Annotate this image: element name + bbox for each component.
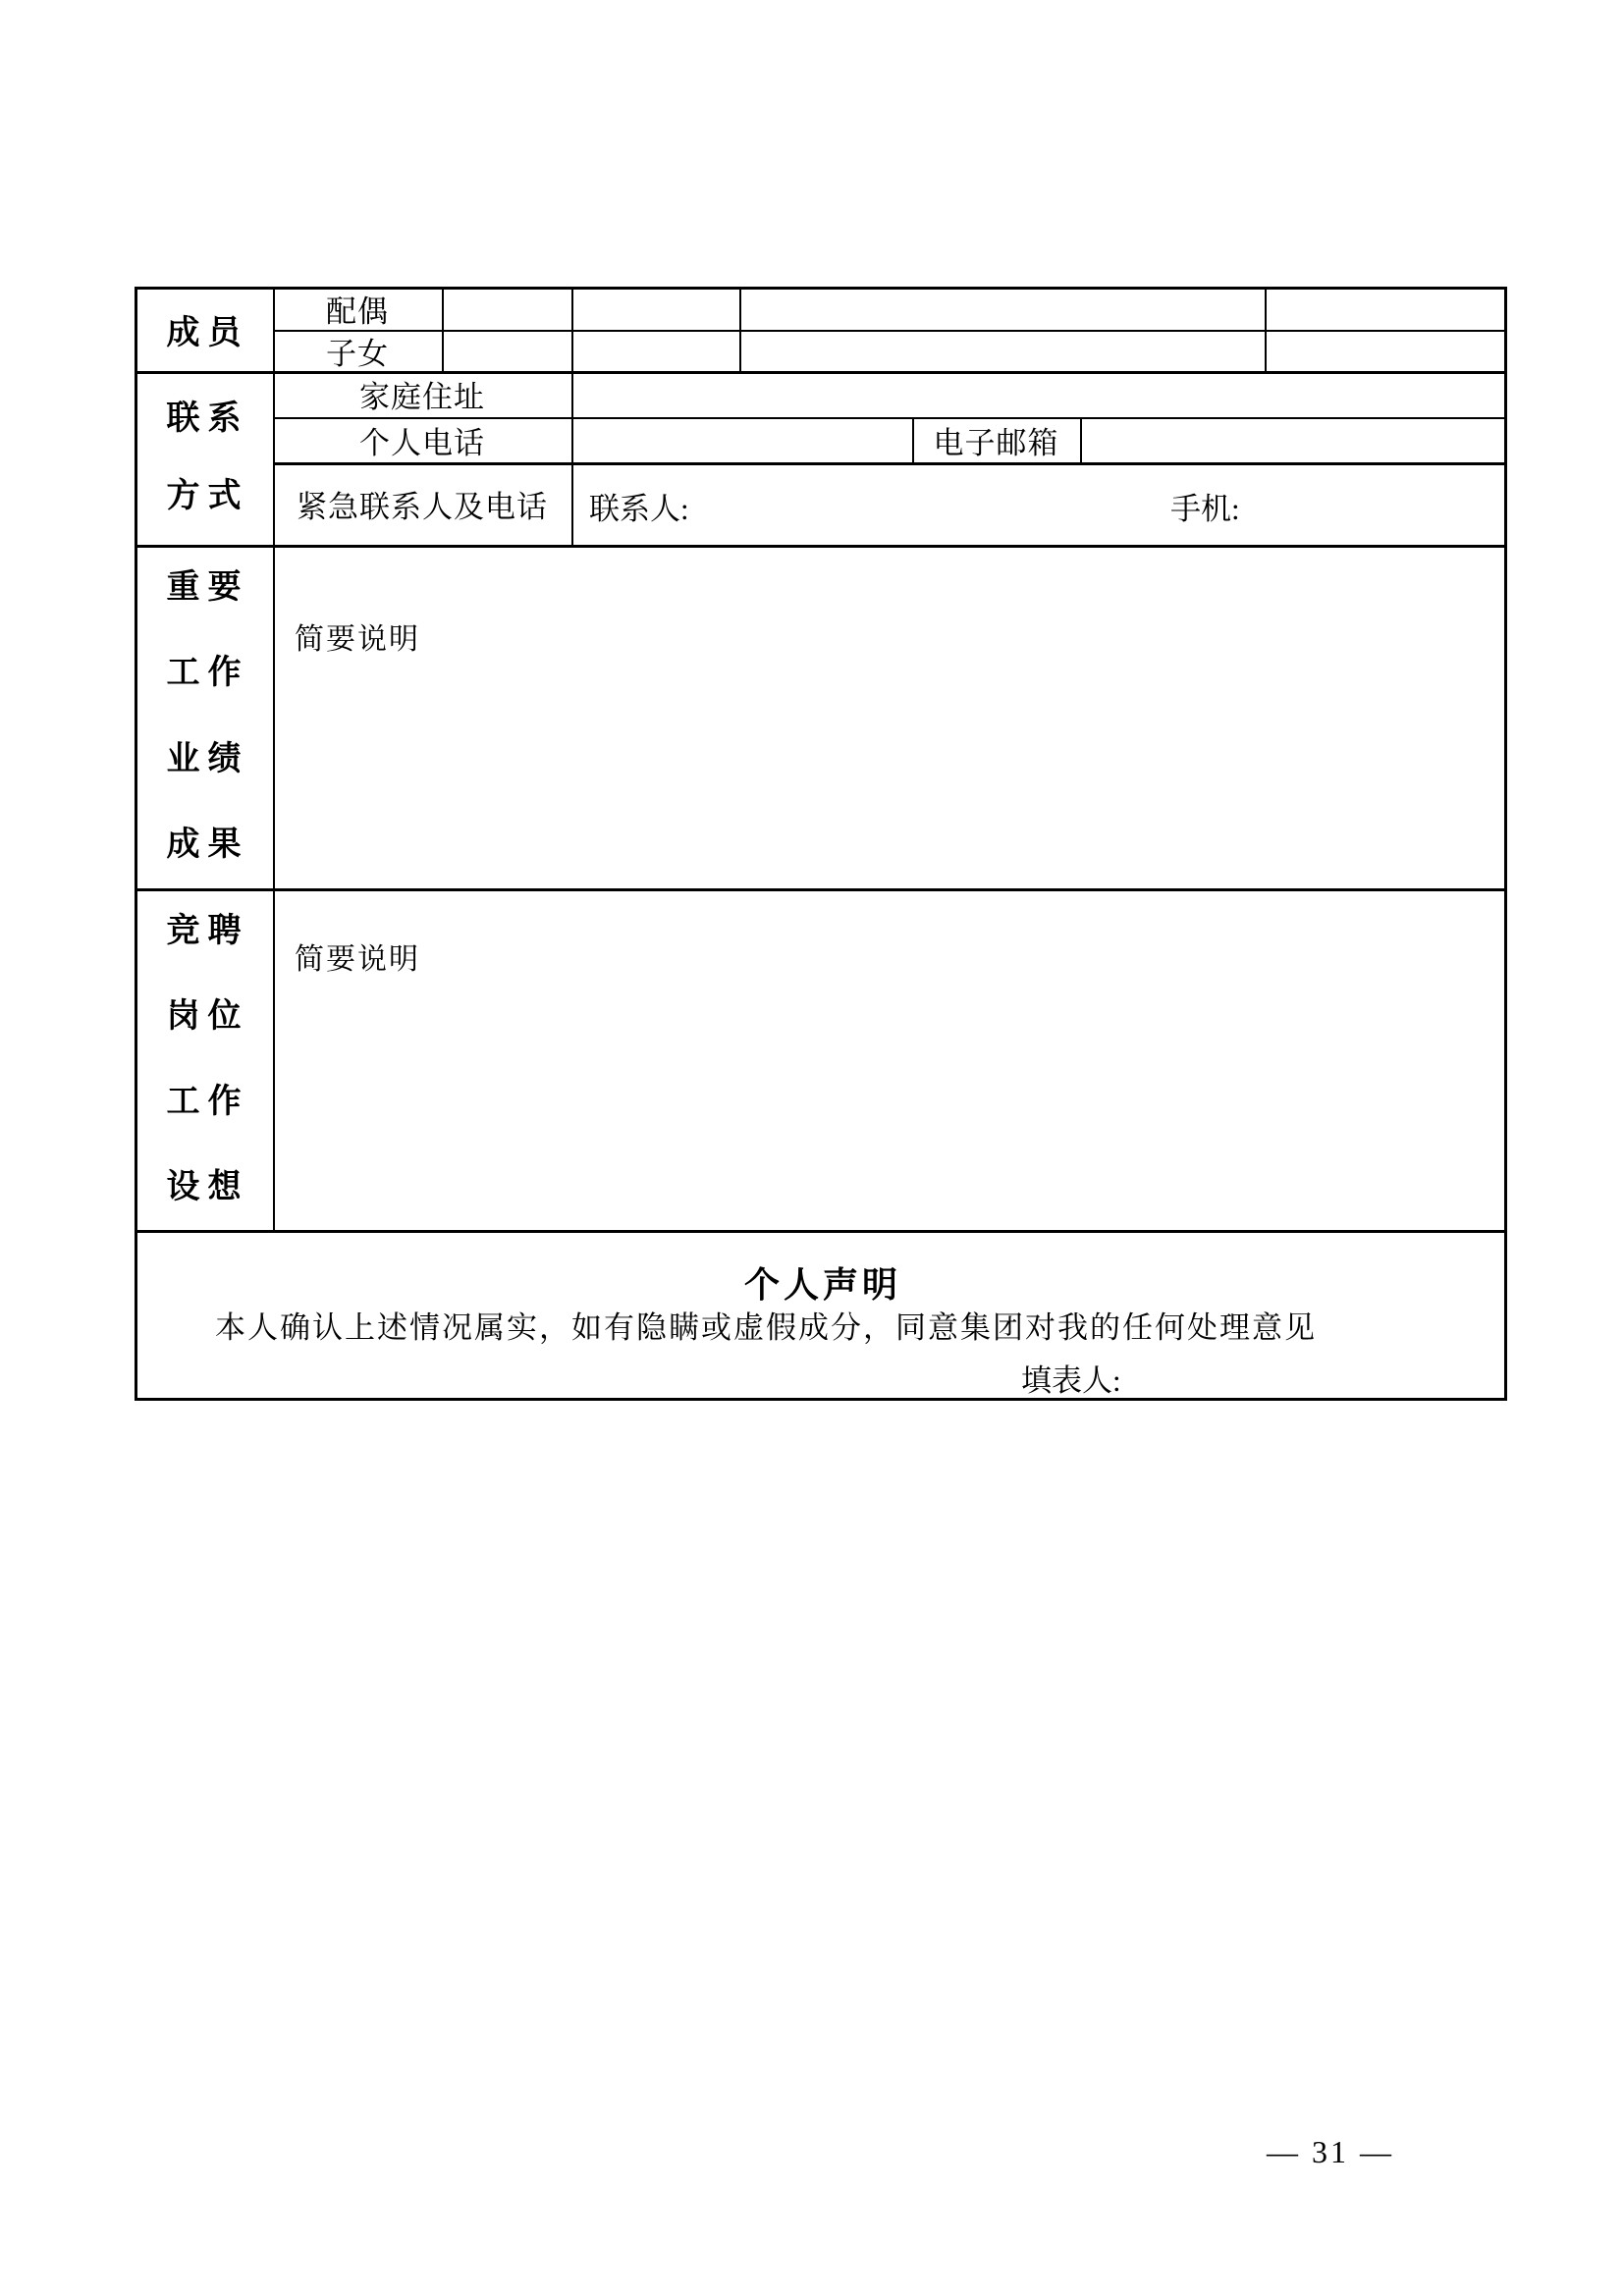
personal-phone-field[interactable] (573, 419, 912, 460)
email-label: 电子邮箱 (933, 425, 1059, 460)
spouse-field-2[interactable] (573, 289, 739, 330)
children-row-label: 子女 (326, 336, 389, 371)
position-plan-label-line2: 岗位 (166, 997, 249, 1035)
spouse-row-label: 配偶 (326, 294, 389, 329)
children-field-2[interactable] (573, 332, 739, 371)
achievements-label-line4: 成果 (166, 827, 249, 864)
achievements-section-label (135, 545, 273, 888)
emergency-contact-label: 紧急联系人及电话 (297, 489, 548, 524)
position-plan-label-line1: 竞聘 (166, 912, 249, 949)
position-plan-section-label (135, 888, 273, 1230)
spouse-field-3[interactable] (741, 289, 1265, 330)
position-plan-content-area[interactable] (275, 891, 1504, 1230)
page-number: — 31 — (1267, 2134, 1394, 2169)
achievements-hint: 简要说明 (295, 623, 420, 656)
declaration-body: 本人确认上述情况属实，如有隐瞒或虚假成分，同意集团对我的任何处理意见 (215, 1310, 1317, 1345)
children-field-1[interactable] (444, 332, 571, 371)
emergency-person-label: 联系人: (589, 492, 689, 526)
contact-section-label-line1: 联系 (166, 400, 249, 438)
declaration-signer-label: 填表人: (1021, 1363, 1121, 1398)
achievements-label-line3: 业绩 (166, 740, 249, 777)
children-field-3[interactable] (741, 332, 1265, 371)
emergency-person-field[interactable] (699, 472, 1151, 535)
emergency-contact-value-cell (571, 462, 1507, 545)
declaration-signer-field[interactable] (1136, 1352, 1431, 1393)
members-section-label: 成员 (166, 314, 249, 351)
contact-section-label-line2: 方式 (166, 477, 249, 514)
children-field-4[interactable] (1267, 332, 1504, 371)
position-plan-hint: 简要说明 (295, 943, 420, 976)
personal-phone-label: 个人电话 (359, 425, 485, 460)
contact-section-label (135, 371, 273, 545)
emergency-mobile-field[interactable] (1259, 472, 1494, 535)
emergency-mobile-label: 手机: (1170, 492, 1240, 526)
declaration-title: 个人声明 (743, 1265, 901, 1305)
declaration-section (135, 1230, 1507, 1401)
achievements-label-line2: 工作 (166, 655, 249, 692)
email-field[interactable] (1082, 419, 1504, 460)
form-table (135, 287, 1507, 1401)
spouse-field-1[interactable] (444, 289, 571, 330)
achievements-content-area[interactable] (275, 548, 1504, 888)
home-address-field[interactable] (573, 373, 1504, 415)
achievements-label-line1: 重要 (166, 568, 249, 606)
position-plan-label-line4: 设想 (166, 1168, 249, 1205)
position-plan-label-line3: 工作 (166, 1083, 249, 1120)
home-address-label: 家庭住址 (359, 380, 485, 414)
spouse-field-4[interactable] (1267, 289, 1504, 330)
